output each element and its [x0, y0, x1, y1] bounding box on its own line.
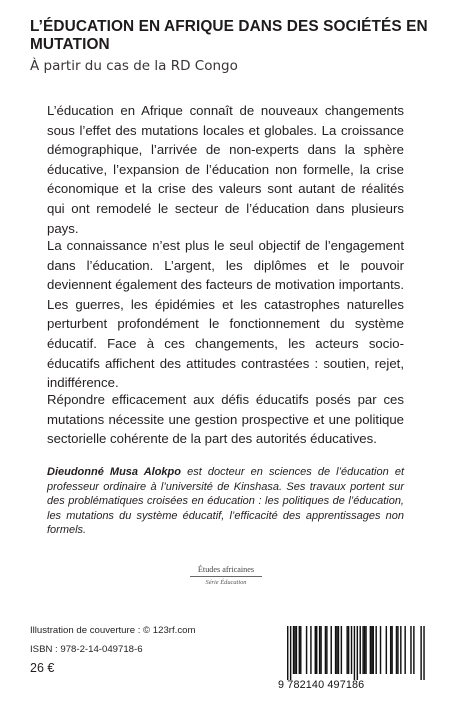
barcode-bar: [338, 626, 339, 674]
series-name: Études africaines: [197, 565, 255, 574]
barcode-bar: [354, 626, 355, 680]
barcode-bar: [341, 626, 342, 674]
isbn: ISBN : 978-2-14-049718-6: [30, 644, 143, 655]
barcode-bar: [320, 626, 321, 674]
barcode-bar: [396, 626, 397, 674]
barcode-bar: [370, 626, 371, 674]
author-bio: [47, 465, 404, 538]
barcode-bar: [365, 626, 366, 674]
barcode-bar: [390, 626, 391, 674]
barcode-bar: [373, 626, 374, 674]
barcode-bar: [362, 626, 363, 674]
barcode-bar: [315, 626, 316, 674]
barcode-bar: [400, 626, 401, 674]
barcode-bar: [357, 626, 358, 680]
barcode-bar: [306, 626, 307, 674]
barcode-bar: [310, 626, 311, 674]
barcode-bar: [336, 626, 337, 674]
book-subtitle: À partir du cas de la RD Congo: [30, 58, 238, 74]
cover-credit: Illustration de couverture : © 123rf.com: [30, 625, 196, 636]
blurb-paragraph-2: La connaissance n’est plus le seul objectif de l’engagement dans l’éducation. L’argent, les diplômes et le pouvoir deviennent également des facteurs de motivation importants. Les guerres, les épidémies et les catastrophes naturelles perturbent profondément le fonctionnement du système éducatif. Face à ces changements, les acteurs socio-éducatifs affichent des attitudes contrastées : soutien, rejet, indifférence.: [47, 238, 404, 391]
barcode-bar: [391, 626, 392, 674]
barcode-bar: [316, 626, 317, 674]
barcode-bar: [360, 626, 361, 674]
blurb-paragraph-3: Répondre efficacement aux défis éducatifs posés par ces mutations nécessite une gestion prospective et une politique sectorielle cohérente de la part des autorités éducatives.: [47, 392, 404, 447]
barcode-bar: [287, 626, 288, 680]
series-subtitle: Série Éducation: [205, 579, 247, 586]
series-logo: [190, 565, 262, 586]
barcode-bar: [375, 626, 376, 674]
barcode-bar: [346, 626, 347, 674]
barcode-bar: [380, 626, 381, 674]
series-divider: [190, 576, 262, 577]
barcode-bar: [296, 626, 297, 674]
barcode: [278, 626, 426, 692]
barcode-bar: [331, 626, 332, 674]
barcode-bar: [397, 626, 398, 674]
barcode-bars: [278, 626, 426, 680]
barcode-bar: [404, 626, 405, 674]
barcode-bar: [413, 626, 414, 674]
barcode-bar: [351, 626, 352, 674]
barcode-bar: [420, 626, 421, 680]
barcode-bar: [319, 626, 320, 674]
barcode-bar: [410, 626, 411, 674]
barcode-bar: [348, 626, 349, 674]
barcode-bar: [325, 626, 326, 674]
barcode-bar: [386, 626, 387, 674]
barcode-digits: 9 782140 497186: [278, 679, 365, 691]
author-bio-text: est docteur en sciences de l’éducation et professeur ordinaire à l’université de Kinshasa. Ses travaux portent sur des problématiques croisées en éducation : les politiques de l’éducation, les mutations du système éducatif, l’efficacité des apprentissages non formels.: [47, 466, 404, 537]
price: 26 €: [30, 661, 55, 675]
author-name: Dieudonné Musa Alokpo: [47, 466, 181, 478]
blurb-paragraph-1: L’éducation en Afrique connaît de nouveaux changements sous l’effet des mutations locales et globales. La croissance démographique, l’arrivée de non-experts dans la sphère éducative, l’expansion de l’éducation non formelle, la crise économique et la crise des valeurs sont autant de réalités qui ont remodelé le secteur de l’éducation dans plusieurs pays.: [47, 103, 404, 236]
barcode-bar: [326, 626, 327, 674]
barcode-bar: [290, 626, 291, 680]
barcode-bar: [371, 626, 372, 674]
barcode-bar: [300, 626, 301, 674]
barcode-bar: [299, 626, 300, 674]
barcode-bar: [335, 626, 336, 674]
barcode-bar: [423, 626, 424, 680]
barcode-bar: [294, 626, 295, 674]
barcode-bar: [293, 626, 294, 674]
barcode-bar: [364, 626, 365, 674]
book-title: L’ÉDUCATION EN AFRIQUE DANS DES SOCIÉTÉS EN MUTATION: [30, 18, 428, 53]
